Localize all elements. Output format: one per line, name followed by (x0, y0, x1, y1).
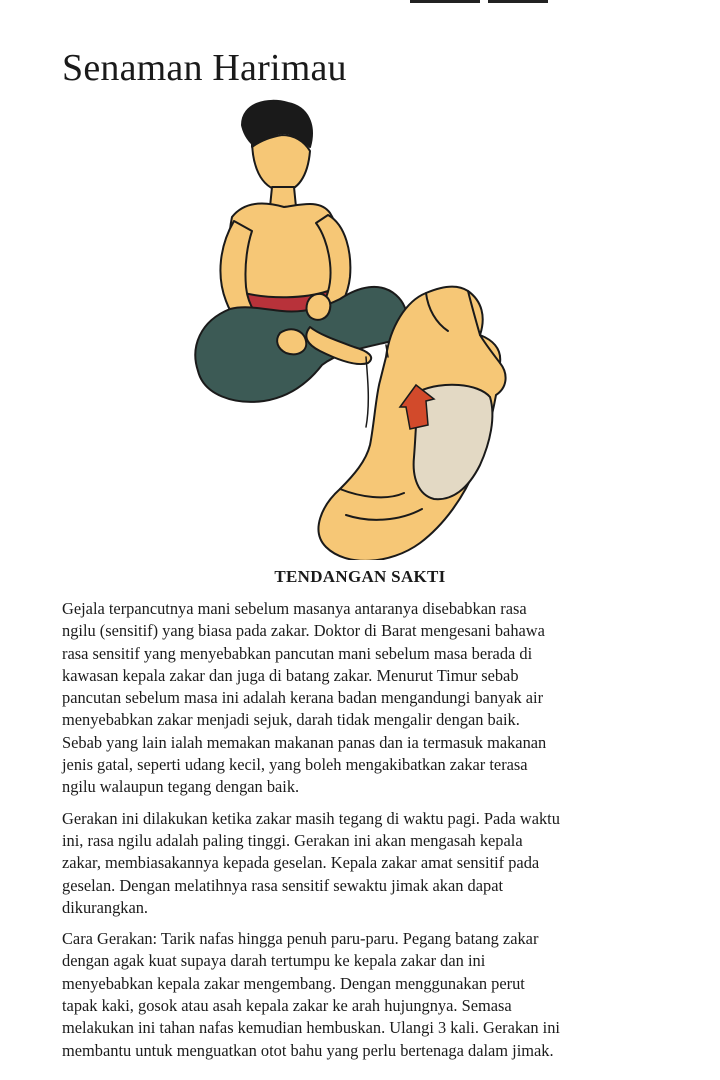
paragraph-line: rasa sensitif yang menyebabkan pancutan mani sebelum masa berada di (62, 643, 533, 663)
paragraph-line: zakar, membiasakannya kepada geselan. Kepala zakar amat sensitif pada (62, 853, 540, 873)
page-title: Senaman Harimau (62, 47, 347, 89)
paragraph-line: pancutan sebelum masa ini adalah kerana badan mengandungi banyak air (62, 688, 544, 708)
section-subtitle: TENDANGAN SAKTI (274, 567, 446, 586)
paragraph-line: Gerakan ini dilakukan ketika zakar masih tegang di waktu pagi. Pada waktu (62, 808, 560, 828)
body-text (62, 598, 662, 1071)
paragraph-line: membantu untuk menguatkan otot bahu yang perlu bertenaga dalam jimak. (62, 1040, 554, 1060)
paragraph-line: tapak kaki, gosok atau asah kepala zakar ke arah hujungnya. Semasa (62, 996, 512, 1016)
paragraph-line: jenis gatal, seperti udang kecil, yang boleh mengakibatkan zakar terasa (62, 755, 528, 775)
paragraph-1 (62, 598, 662, 799)
paragraph-line: dikurangkan. (62, 897, 149, 917)
paragraph-line: ngilu walaupun tegang dengan baik. (62, 777, 300, 797)
paragraph-line: menyebabkan kepala zakar mengembang. Dengan menggunakan perut (62, 973, 525, 993)
top-edge-bar (0, 0, 720, 4)
paragraph-line: melakukan ini tahan nafas kemudian hembuskan. Ulangi 3 kali. Gerakan ini (62, 1018, 560, 1038)
paragraph-line: dengan agak kuat supaya darah tertumpu ke kepala zakar dan ini (62, 951, 486, 971)
paragraph-line: menyebabkan zakar menjadi sejuk, darah tidak mengalir dengan baik. (62, 710, 520, 730)
paragraph-line: ngilu (sensitif) yang biasa pada zakar. Doktor di Barat mengesani bahawa (62, 621, 545, 641)
paragraph-line: ini, rasa ngilu adalah paling tinggi. Gerakan ini akan mengasah kepala (62, 830, 523, 850)
head-shape (252, 135, 310, 191)
paragraph-3 (62, 928, 662, 1062)
exercise-illustration (190, 95, 530, 560)
paragraph-line: Gejala terpancutnya mani sebelum masanya antaranya disebabkan rasa (62, 599, 527, 618)
paragraph-line: kawasan kepala zakar dan juga di batang zakar. Menurut Timur sebab (62, 665, 519, 685)
seated-man-figure (195, 101, 406, 402)
paragraph-line: geselan. Dengan melatihnya rasa sensitif sewaktu jimak akan dapat (62, 875, 504, 895)
paragraph-line: Sebab yang lain ialah memakan makanan panas dan ia termasuk makanan (62, 732, 547, 752)
paragraph-2 (62, 808, 662, 919)
paragraph-line: Cara Gerakan: Tarik nafas hingga penuh paru-paru. Pegang batang zakar (62, 929, 539, 949)
